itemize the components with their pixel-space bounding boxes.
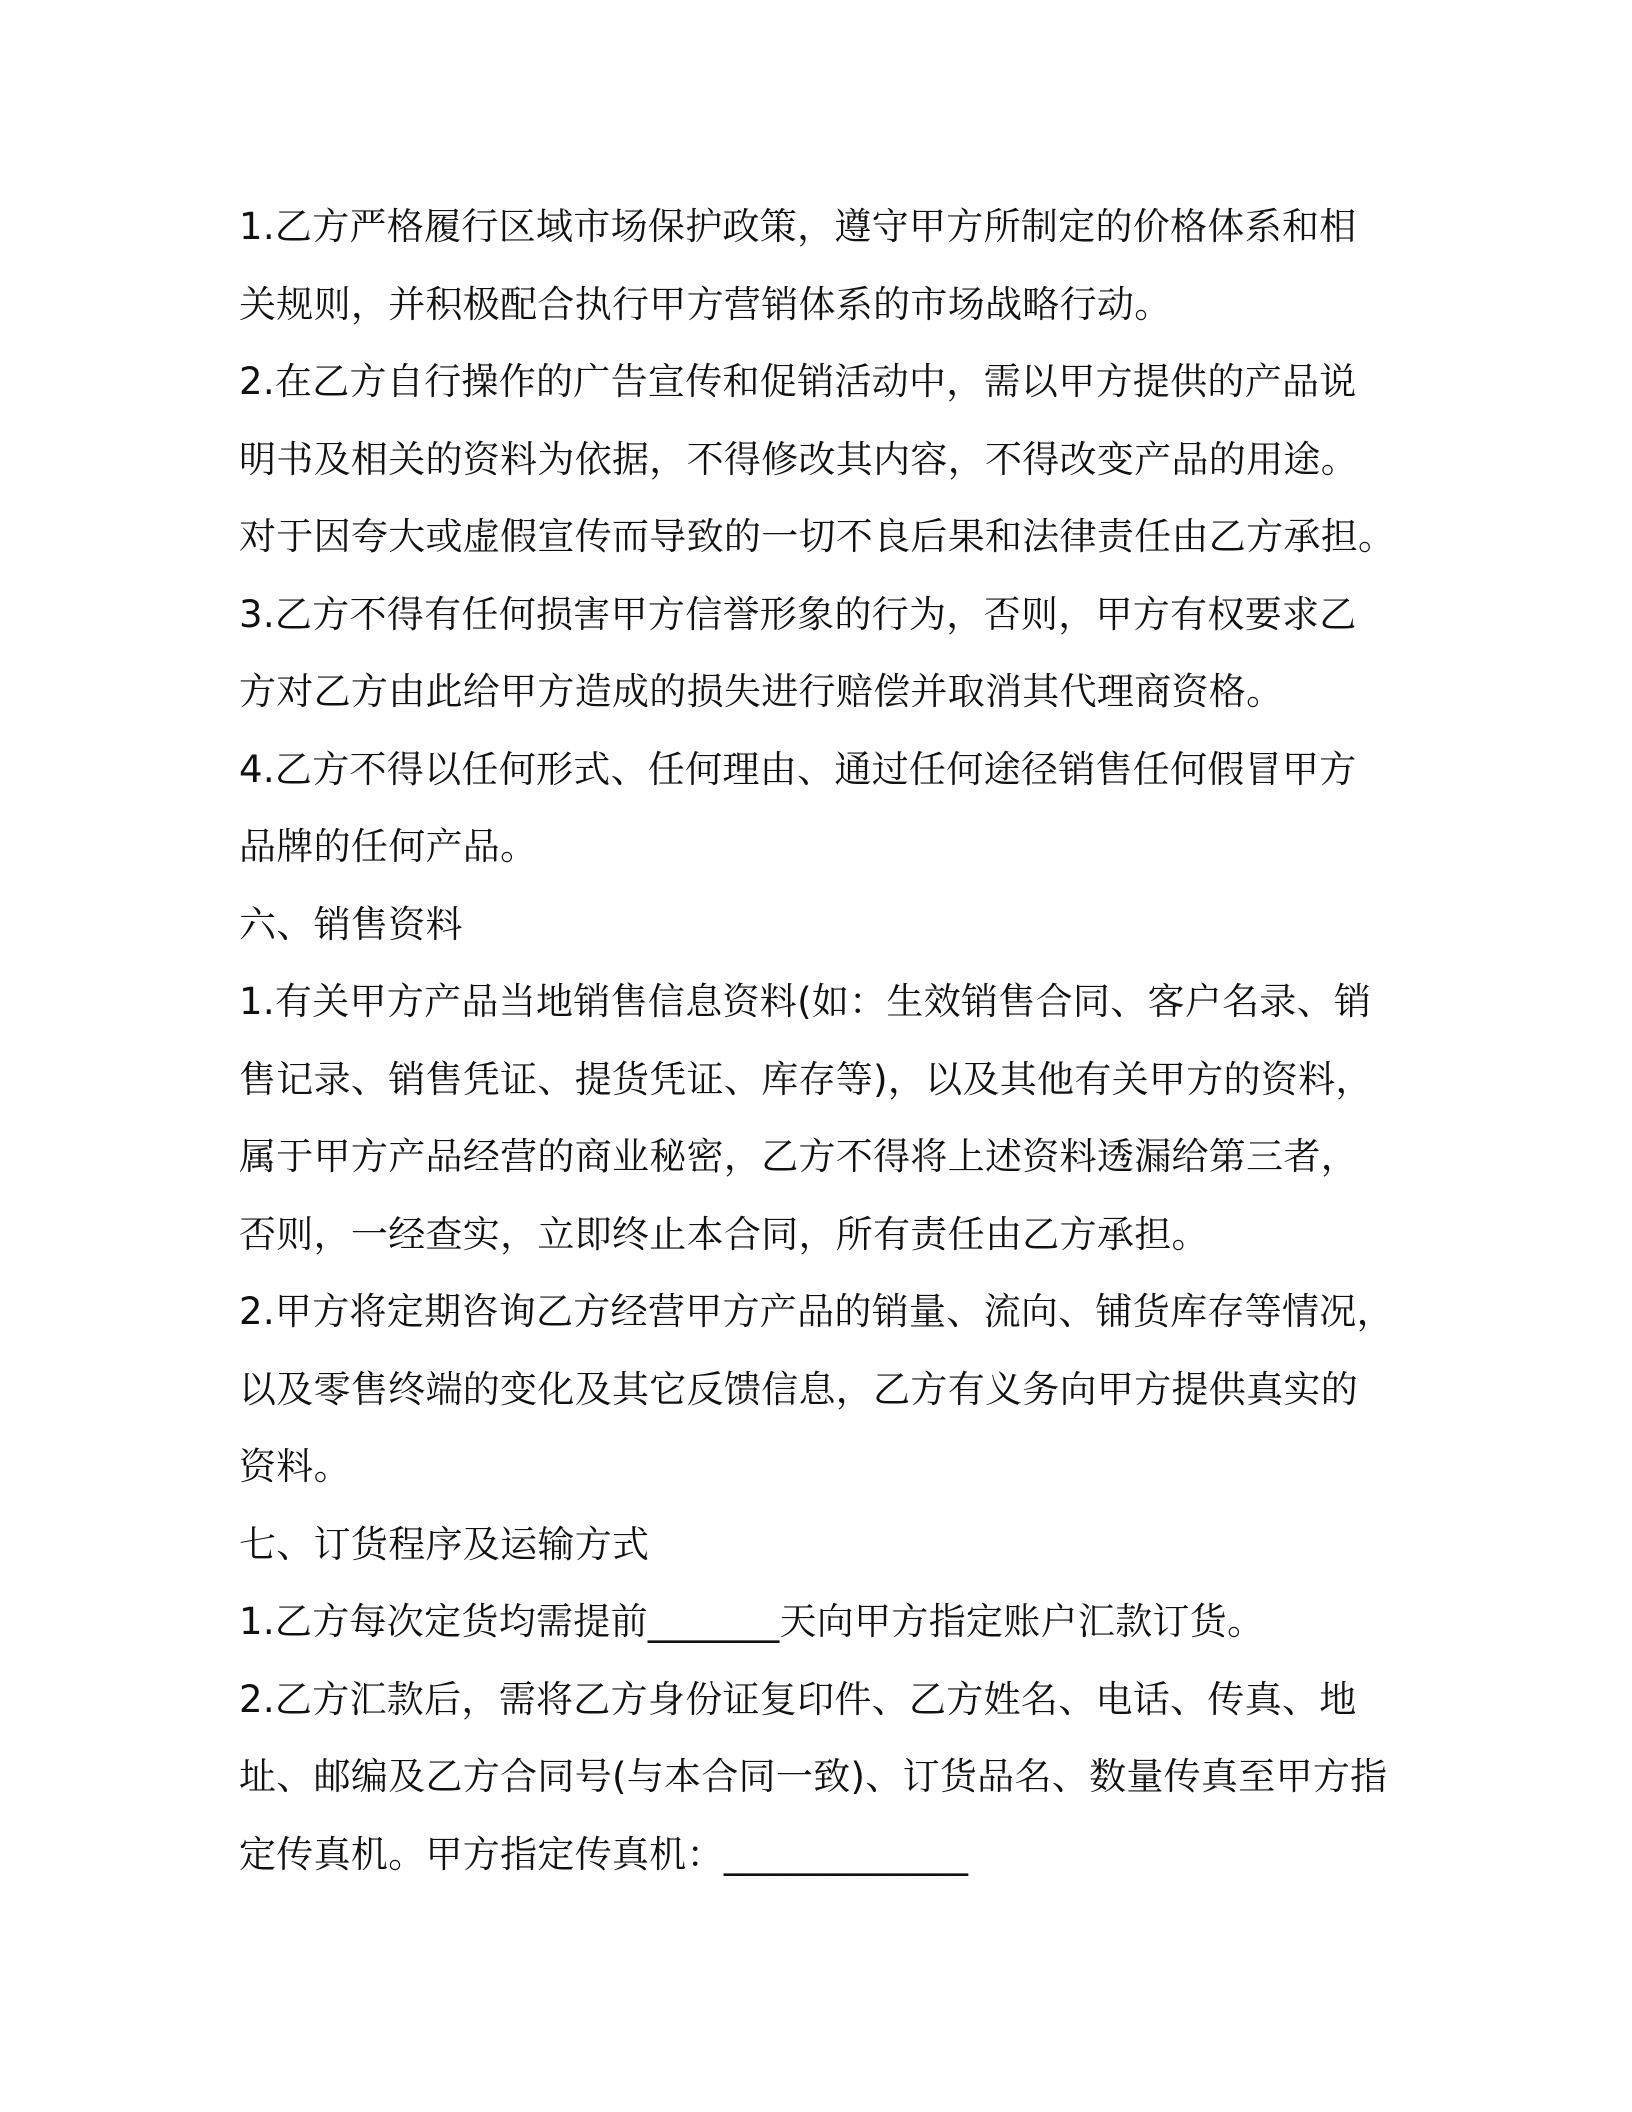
- text-line: 4.乙方不得以任何形式、任何理由、通过任何途径销售任何假冒甲方: [239, 747, 1357, 791]
- text-line: 2.甲方将定期咨询乙方经营甲方产品的销量、流向、铺货库存等情况，: [239, 1290, 1394, 1333]
- text-line: 方对乙方由此给甲方造成的损失进行赔偿并取消其代理商资格。: [239, 670, 1284, 713]
- text-line: 定传真机。甲方指定传真机：_____________: [239, 1832, 969, 1876]
- text-line: 2.乙方汇款后，需将乙方身份证复印件、乙方姓名、电话、传真、地: [239, 1677, 1357, 1721]
- text-line: 明书及相关的资料为依据，不得修改其内容，不得改变产品的用途。: [239, 437, 1358, 481]
- section-heading: 六、销售资料: [239, 902, 463, 946]
- text-line: 资料。: [239, 1445, 351, 1488]
- text-line: 2.在乙方自行操作的广告宣传和促销活动中，需以甲方提供的产品说: [239, 360, 1357, 403]
- section-heading: 七、订货程序及运输方式: [239, 1522, 650, 1566]
- text-line: 1.有关甲方产品当地销售信息资料(如：生效销售合同、客户名录、销: [239, 980, 1372, 1023]
- text-line: 以及零售终端的变化及其它反馈信息，乙方有义务向甲方提供真实的: [239, 1367, 1358, 1411]
- document-body: [239, 188, 1399, 1893]
- text-line: 售记录、销售凭证、提货凭证、库存等)，以及其他有关甲方的资料，: [239, 1057, 1373, 1101]
- text-line: 3.乙方不得有任何损害甲方信誉形象的行为，否则，甲方有权要求乙: [239, 592, 1357, 636]
- text-line: 否则，一经查实，立即终止本合同，所有责任由乙方承担。: [239, 1212, 1209, 1256]
- text-line: 属于甲方产品经营的商业秘密，乙方不得将上述资料透漏给第三者，: [239, 1135, 1358, 1178]
- text-line: 1.乙方每次定货均需提前_______天向甲方指定账户汇款订货。: [239, 1600, 1265, 1643]
- text-line: 关规则，并积极配合执行甲方营销体系的市场战略行动。: [239, 282, 1172, 326]
- text-line: 品牌的任何产品。: [239, 825, 538, 868]
- text-line: 1.乙方严格履行区域市场保护政策，遵守甲方所制定的价格体系和相: [239, 205, 1357, 248]
- text-line: 对于因夸大或虚假宣传而导致的一切不良后果和法律责任由乙方承担。: [239, 515, 1396, 558]
- text-line: 址、邮编及乙方合同号(与本合同一致)、订货品名、数量传真至甲方指: [239, 1755, 1388, 1798]
